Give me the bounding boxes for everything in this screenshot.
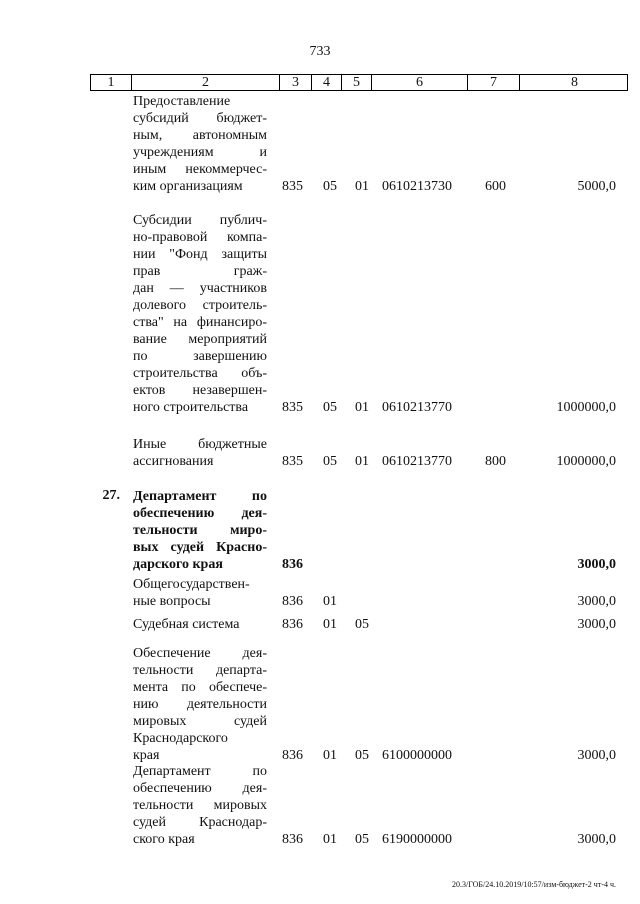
cell-col-3: 836 — [282, 748, 303, 763]
header-col-2: 2 — [131, 75, 279, 90]
row-name-line: Иные бюджетные — [133, 437, 267, 452]
cell-col-6: 0610213770 — [382, 454, 452, 469]
cell-col-6: 0610213730 — [382, 179, 452, 194]
row-name-line: дарского края — [133, 557, 223, 572]
cell-col-8: 3000,0 — [577, 557, 616, 572]
row-name — [133, 212, 267, 416]
cell-col-8: 5000,0 — [577, 179, 616, 194]
row-name-line: Обеспечение дея- — [133, 646, 267, 661]
row-name-line: Департамент по — [133, 764, 267, 779]
row-name-line: Субсидии публич- — [133, 213, 267, 228]
header-col-5: 5 — [341, 75, 371, 90]
page-number: 733 — [309, 44, 331, 59]
row-name-line: мировых судей — [133, 714, 267, 729]
cell-col-6: 0610213770 — [382, 400, 452, 415]
row-name-line: ким организациям — [133, 179, 243, 194]
row-name-line: вых судей Красно- — [133, 540, 267, 555]
row-name — [133, 645, 267, 764]
header-col-8: 8 — [519, 75, 629, 90]
cell-col-8: 3000,0 — [577, 748, 616, 763]
row-name-line: долевого строитель- — [133, 298, 267, 313]
cell-col-6: 6100000000 — [382, 748, 452, 763]
cell-col-4: 01 — [323, 832, 337, 847]
cell-col-3: 836 — [282, 617, 303, 632]
cell-col-4: 01 — [323, 617, 337, 632]
row-name-line: Общегосударствен- — [133, 577, 250, 592]
row-name-line: прав граж- — [133, 264, 267, 279]
row-name-line: Судебная система — [133, 617, 240, 632]
row-name-line: судей Краснодар- — [133, 815, 267, 830]
cell-col-3: 836 — [282, 832, 303, 847]
table-header — [90, 74, 628, 91]
cell-col-3: 835 — [282, 179, 303, 194]
cell-col-3: 836 — [282, 557, 303, 572]
row-name-line: ектов незавершен- — [133, 383, 267, 398]
row-name-line: вание мероприятий — [133, 332, 267, 347]
row-name-line: учреждениям и — [133, 145, 267, 160]
row-name-line: тельности департа- — [133, 663, 267, 678]
cell-col-5: 01 — [355, 179, 369, 194]
row-name-line: края — [133, 748, 160, 763]
row-name-line: Предоставление — [133, 94, 231, 109]
row-name — [133, 616, 267, 633]
cell-col-5: 01 — [355, 454, 369, 469]
row-name-line: дан — участников — [133, 281, 267, 296]
row-name-line: субсидий бюджет- — [133, 111, 267, 126]
cell-col-7: 800 — [485, 454, 506, 469]
cell-col-8: 3000,0 — [577, 832, 616, 847]
header-col-1: 1 — [107, 75, 115, 90]
cell-col-4: 05 — [323, 454, 337, 469]
row-name-line: обеспечению дея- — [133, 781, 267, 796]
header-col-7: 7 — [467, 75, 519, 90]
row-name-line: ным, автономным — [133, 128, 267, 143]
row-name — [133, 576, 267, 610]
cell-col-4: 05 — [323, 179, 337, 194]
cell-col-8: 1000000,0 — [556, 454, 616, 469]
cell-col-3: 835 — [282, 454, 303, 469]
row-name-line: мента по обеспече- — [133, 680, 267, 695]
footer-code: 20.3/ГОБ/24.10.2019/10:57/изм-бюджет-2 чт-4 ч. — [451, 880, 616, 889]
row-name-line: тельности мировых — [133, 798, 267, 813]
cell-col-4: 01 — [323, 594, 337, 609]
row-name-line: ные вопросы — [133, 594, 211, 609]
cell-col-5: 01 — [355, 400, 369, 415]
row-name — [133, 763, 267, 848]
row-name-line: нию деятельности — [133, 697, 267, 712]
row-name-line: строительства объ- — [133, 366, 267, 381]
cell-col-5: 05 — [355, 748, 369, 763]
header-col-3: 3 — [279, 75, 311, 90]
row-name-line: нии "Фонд защиты — [133, 247, 267, 262]
row-name-line: ассигнования — [133, 454, 214, 469]
cell-col-4: 01 — [323, 748, 337, 763]
cell-col-5: 05 — [355, 832, 369, 847]
cell-col-5: 05 — [355, 617, 369, 632]
cell-col-3: 836 — [282, 594, 303, 609]
row-name-line: но-правовой компа- — [133, 230, 267, 245]
cell-col-8: 1000000,0 — [556, 400, 616, 415]
cell-col-4: 05 — [323, 400, 337, 415]
row-name — [133, 93, 267, 195]
header-col-6: 6 — [371, 75, 467, 90]
cell-col-8: 3000,0 — [577, 617, 616, 632]
row-name-line: Департамент по — [133, 489, 267, 504]
cell-col-7: 600 — [485, 179, 506, 194]
row-name — [133, 436, 267, 470]
row-name-line: иным некоммерчес- — [133, 162, 267, 177]
row-name — [133, 488, 267, 573]
row-name-line: ского края — [133, 832, 195, 847]
row-name-line: по завершению — [133, 349, 267, 364]
header-col-4: 4 — [311, 75, 341, 90]
cell-col-3: 835 — [282, 400, 303, 415]
row-name-line: Краснодарского — [133, 731, 228, 746]
section-number: 27. — [102, 488, 120, 503]
cell-col-6: 6190000000 — [382, 832, 452, 847]
row-name-line: тельности миро- — [133, 523, 267, 538]
row-name-line: ного строительства — [133, 400, 249, 415]
row-name-line: обеспечению дея- — [133, 506, 267, 521]
cell-col-8: 3000,0 — [577, 594, 616, 609]
row-name-line: ства" на финансиро- — [133, 315, 267, 330]
